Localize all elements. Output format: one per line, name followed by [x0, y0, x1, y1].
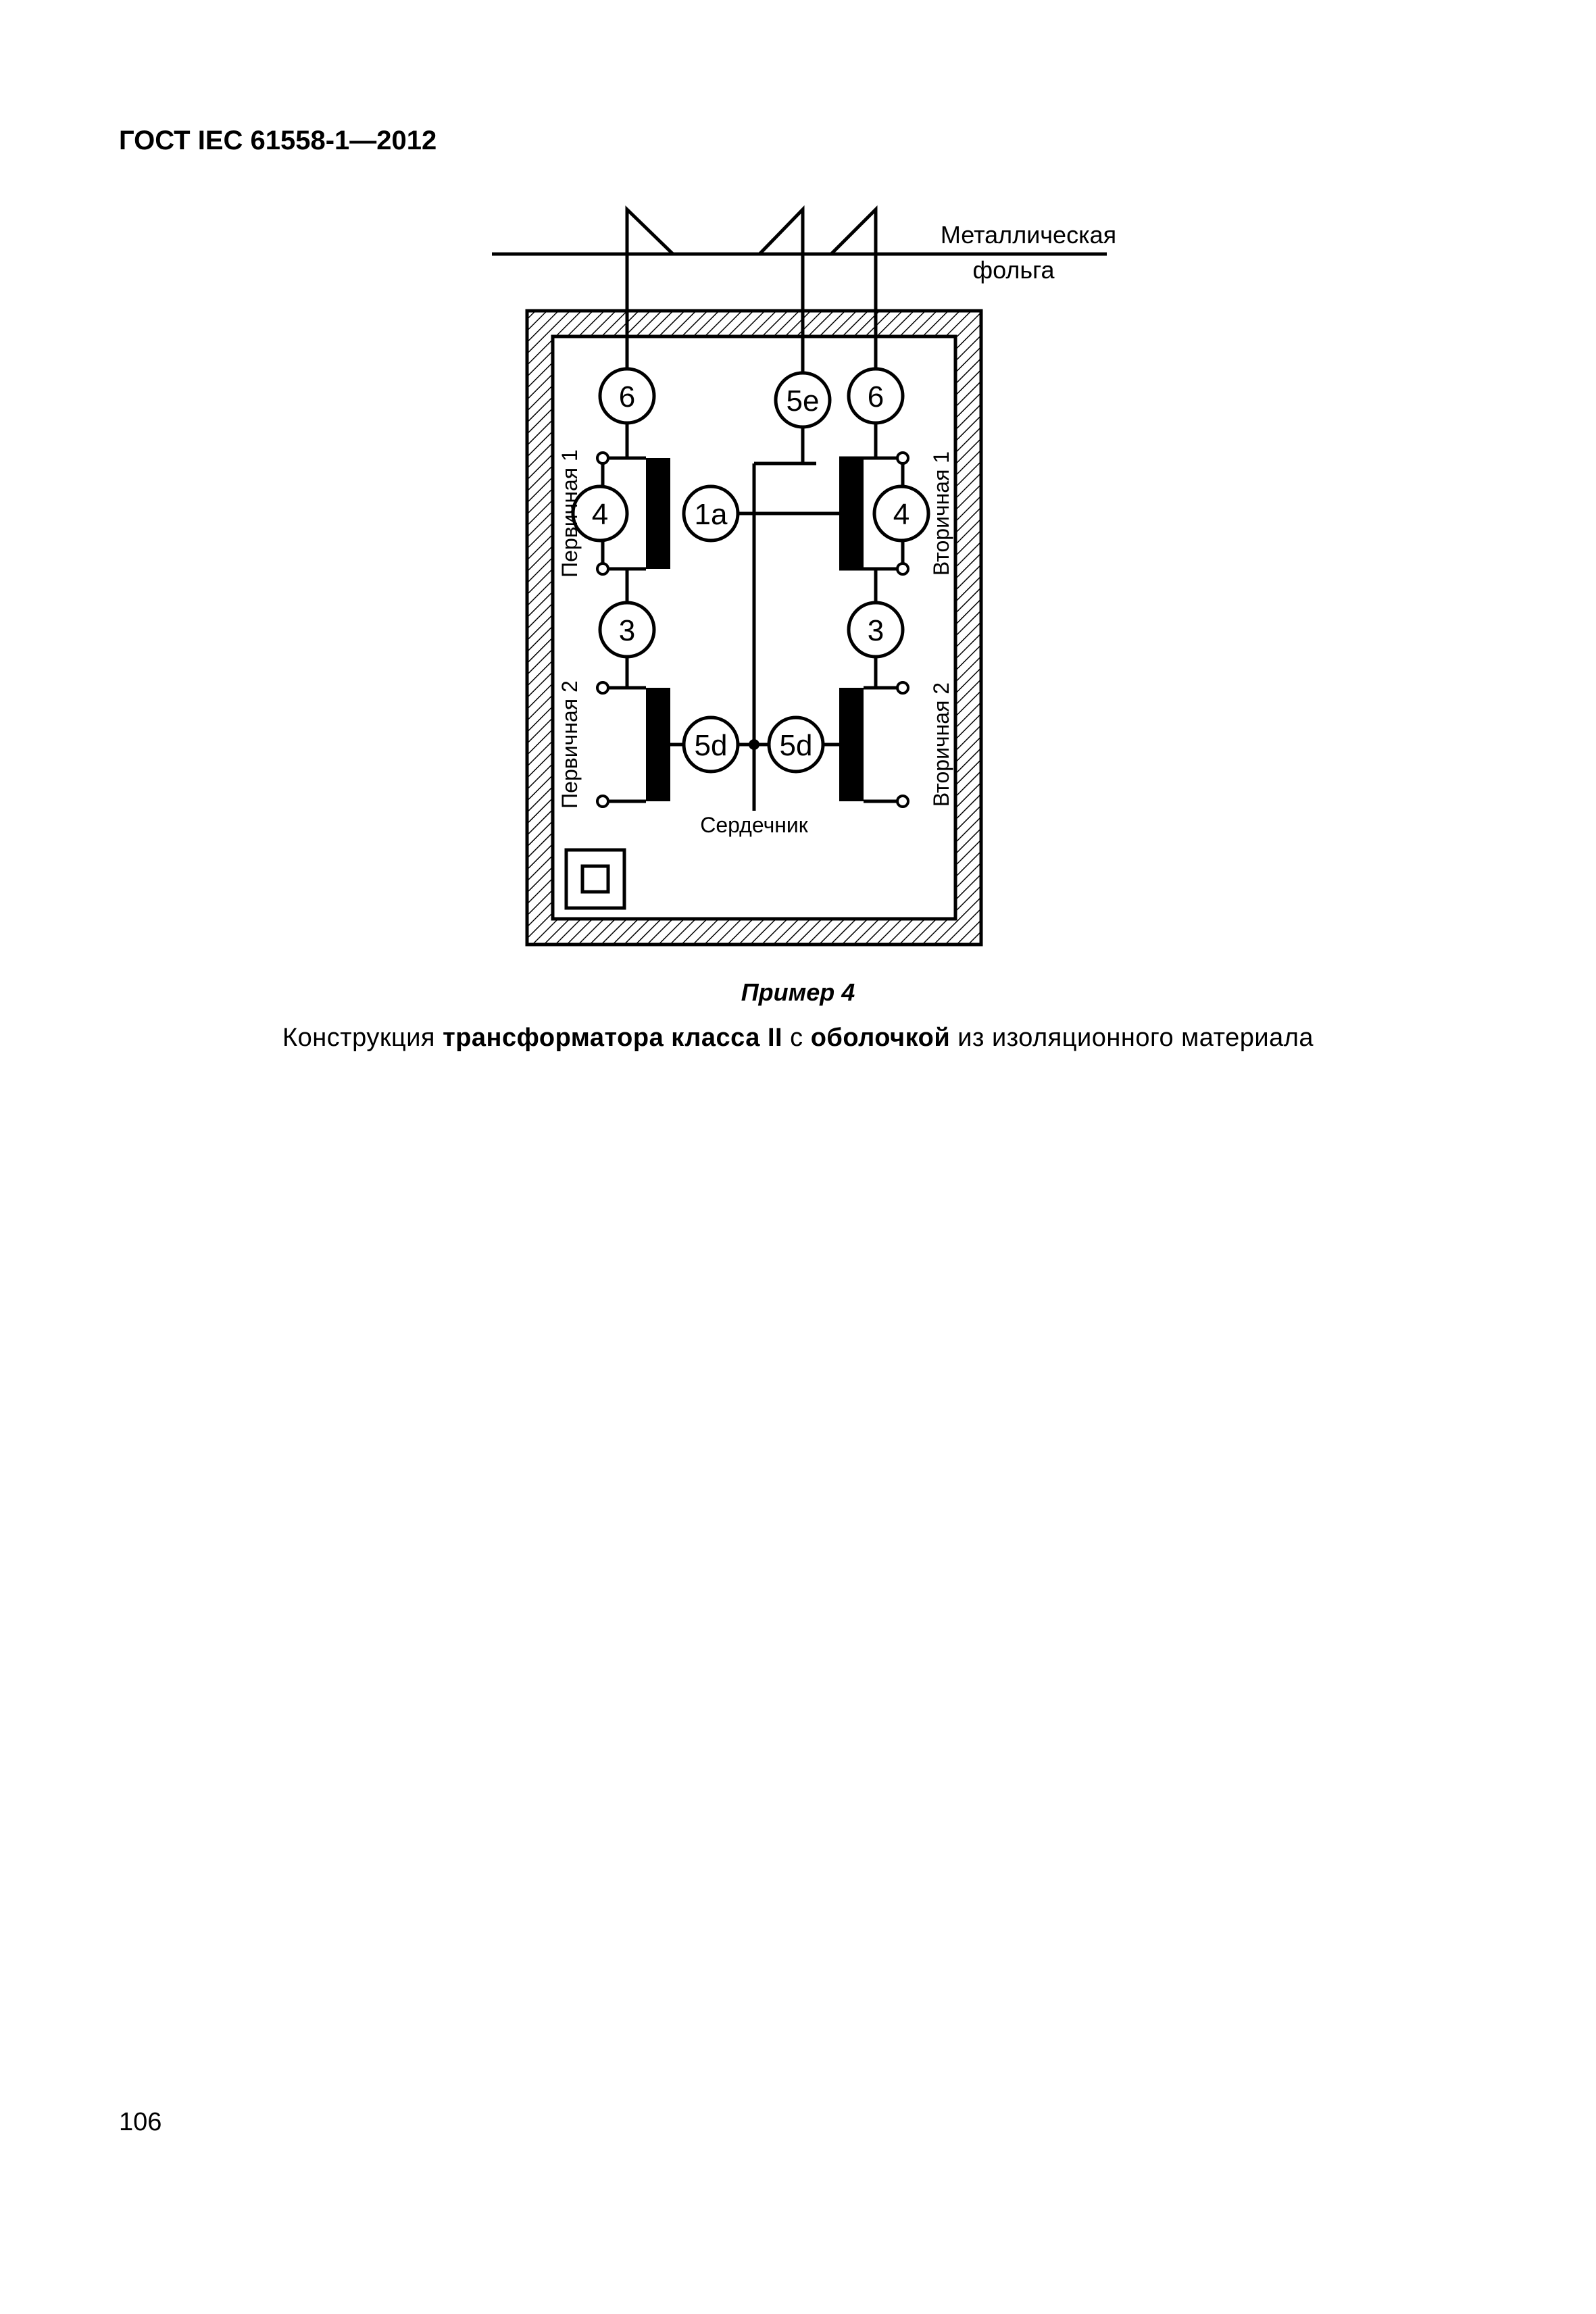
svg-text:6: 6 — [867, 380, 884, 413]
core-label: Сердечник — [700, 813, 808, 837]
foil-label-line1: Металлическая — [940, 221, 1117, 249]
primary-2-label: Первичная 2 — [557, 680, 582, 809]
figure-caption: Конструкция трансформатора класса II с оболочкой из изоляционного материала — [282, 1024, 1314, 1052]
flash-symbol-mid — [759, 209, 803, 254]
svg-text:3: 3 — [618, 614, 636, 647]
svg-text:5d: 5d — [779, 729, 813, 762]
primary-1-label: Первичная 1 — [557, 449, 582, 578]
page-number: 106 — [119, 2108, 162, 2136]
secondary-1-label: Вторичная 1 — [929, 451, 953, 576]
svg-text:1a: 1a — [694, 498, 728, 531]
svg-text:5e: 5e — [786, 384, 820, 418]
flash-symbol-left — [627, 209, 673, 254]
svg-text:3: 3 — [867, 614, 884, 647]
svg-text:6: 6 — [618, 380, 636, 413]
secondary-2-label: Вторичная 2 — [929, 682, 953, 807]
svg-text:5d: 5d — [694, 729, 728, 762]
svg-text:4: 4 — [591, 498, 609, 531]
flash-symbol-right — [831, 209, 876, 254]
figure-caption-title: Пример 4 — [741, 978, 855, 1006]
transformer-figure — [473, 189, 1149, 966]
class-ii-symbol-inner — [582, 866, 608, 892]
primary-1-winding — [646, 458, 670, 569]
svg-text:4: 4 — [893, 498, 910, 531]
foil-label-line2: фольга — [972, 256, 1055, 284]
secondary-2-winding — [839, 688, 864, 801]
primary-2-winding — [646, 688, 670, 801]
secondary-1-winding — [839, 458, 864, 569]
document-header: ГОСТ IEC 61558-1—2012 — [119, 126, 437, 155]
transformer-diagram — [473, 189, 1149, 966]
core-junction-dot — [749, 739, 759, 750]
